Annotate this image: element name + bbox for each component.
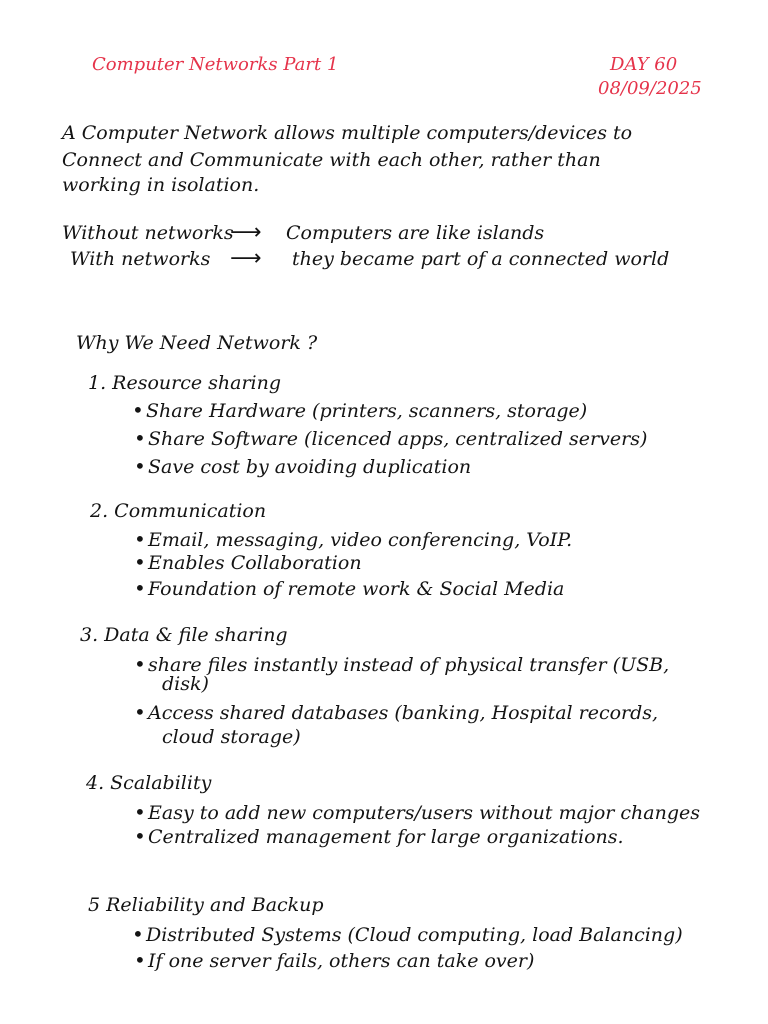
section-5-heading: 5 Reliability and Backup bbox=[88, 894, 324, 916]
section-2-bullet-3: • Foundation of remote work & Social Media bbox=[134, 578, 564, 599]
section-1-bullet-1: • Share Hardware (printers, scanners, storage) bbox=[132, 400, 587, 421]
section-2-bullet-2: • Enables Collaboration bbox=[134, 552, 362, 573]
section-1-bullet-2: • Share Software (licenced apps, centralized servers) bbox=[134, 428, 647, 449]
why-heading: Why We Need Network ? bbox=[76, 332, 318, 354]
section-3-heading: 3. Data & file sharing bbox=[80, 624, 288, 646]
day-label: DAY 60 bbox=[610, 54, 678, 75]
without-networks-label: Without networks bbox=[62, 222, 234, 244]
intro-line-1: A Computer Network allows multiple computers/devices to bbox=[62, 122, 633, 144]
section-4-bullet-2: • Centralized management for large organizations. bbox=[134, 826, 624, 847]
section-4-heading: 4. Scalability bbox=[86, 772, 212, 794]
date-label: 08/09/2025 bbox=[598, 78, 702, 99]
section-5-bullet-2: • If one server fails, others can take over) bbox=[134, 950, 534, 971]
with-networks-label: With networks bbox=[70, 248, 211, 270]
section-5-bullet-1: • Distributed Systems (Cloud computing, load Balancing) bbox=[132, 924, 683, 945]
without-networks-result: Computers are like islands bbox=[286, 222, 545, 244]
section-3-bullet-2-cont: cloud storage) bbox=[162, 726, 301, 748]
section-3-bullet-2: • Access shared databases (banking, Hospital records, bbox=[134, 702, 658, 723]
section-1-heading: 1. Resource sharing bbox=[88, 372, 282, 394]
section-3-bullet-1-cont: disk) bbox=[162, 673, 209, 695]
intro-line-3: working in isolation. bbox=[62, 174, 260, 196]
section-3-bullet-1: • share files instantly instead of physical transfer (USB, bbox=[134, 654, 669, 675]
section-2-bullet-1: • Email, messaging, video conferencing, VoIP. bbox=[134, 529, 572, 550]
section-1-bullet-3: • Save cost by avoiding duplication bbox=[134, 456, 471, 477]
arrow-icon: ⟶ bbox=[230, 220, 262, 245]
intro-line-2: Connect and Communicate with each other, rather than bbox=[62, 149, 601, 171]
page-title: Computer Networks Part 1 bbox=[92, 54, 339, 75]
section-4-bullet-1: • Easy to add new computers/users without major changes bbox=[134, 802, 700, 823]
section-2-heading: 2. Communication bbox=[90, 500, 267, 522]
with-networks-result: they became part of a connected world bbox=[292, 248, 670, 270]
arrow-icon: ⟶ bbox=[230, 246, 262, 271]
